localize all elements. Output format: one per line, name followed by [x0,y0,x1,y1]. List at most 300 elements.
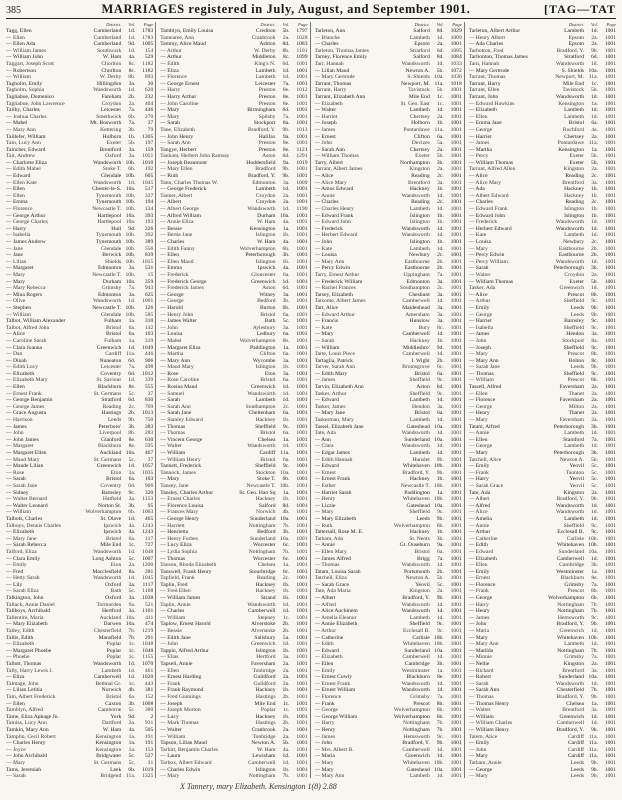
entry-page: 1001 [604,126,616,133]
entry-name: Tappin, Alfred Arthur [160,647,209,654]
entry-name: — George [160,298,184,305]
index-column-3 [315,22,465,778]
entry-district: Bradford, Y. [248,126,276,133]
index-entry [6,668,153,675]
entry-page: 1001 [604,575,616,582]
entry-name: — Margaret Phoebe [6,647,52,654]
entry-name: — Rose [6,469,25,476]
entry-name: — Edward [6,173,31,180]
index-entry [315,668,462,675]
entry-name: Tartaglia, Patrick [314,357,353,364]
index-entry [6,120,153,127]
entry-district: Reading [565,199,584,206]
entry-name: — Elizabeth [314,654,343,661]
entry-volume: 1d. [591,720,598,727]
entry-volume: 9b. [591,304,598,311]
entry-page: 1797 [296,28,308,34]
index-entry [315,68,462,75]
entry-district: Chesterfield [93,628,122,635]
entry-district: Kensington [95,746,122,753]
entry-district: Guildford [253,680,276,687]
entry-page: 1001 [296,542,308,549]
entry-district: Mile End [563,80,584,87]
index-entry [160,457,307,464]
entry-volume: 7a. [437,555,444,562]
entry-page: 1001 [604,515,616,522]
entry-page: 1001 [604,753,616,760]
entry-volume: 5b. [436,575,444,582]
entry-page: 1001 [296,641,308,648]
entry-volume: 8b. [128,74,136,81]
entry-district: Tavistock [562,87,584,94]
entry-page: 1001 [296,515,308,522]
entry-name: — Rose Caroline [160,377,200,384]
entry-name: — Charles Henry [6,740,46,747]
index-entry [315,457,462,464]
entry-volume: 2b. [128,410,136,417]
entry-district: Peterborough [553,450,584,456]
index-entry [6,582,153,589]
entry-volume: 7b. [591,601,598,608]
index-entry [315,635,462,642]
entry-district: Lambeth [101,667,122,674]
index-entry [315,476,462,483]
entry-page: 1001 [296,746,308,753]
entry-name: — John [160,324,178,331]
entry-district: Chorlton [101,67,122,74]
entry-page: 1001 [296,555,308,562]
entry-name: — Edward [314,397,339,404]
entry-name: — Ernest Cowly [314,674,353,681]
entry-page: 1001 [296,575,308,582]
entry-name: — Henrietta [160,529,189,536]
entry-volume: 1d. [591,107,598,114]
entry-name: — Frank [160,680,181,687]
entry-district: Poplar [106,654,122,661]
entry-name: Tamearee, Ann [160,34,195,41]
entry-district: Stratford [101,397,122,404]
entry-page: 1001 [604,641,616,648]
index-entry [469,312,616,319]
entry-district: Reading [102,403,122,410]
index-entry [469,114,616,121]
entry-district: Hackney [409,529,430,536]
entry-district: Greenwich [250,641,276,648]
entry-district: Wandsworth [401,430,430,437]
entry-district: Lambeth [409,397,430,404]
index-entry [469,351,616,358]
index-entry [6,206,153,213]
entry-district: Hartlepool [97,219,122,226]
index-entry [315,615,462,622]
entry-volume: 1d. [436,562,444,569]
entry-district: Tonbridge [252,733,276,740]
index-entry [160,292,307,299]
entry-volume: 4a. [128,529,136,536]
entry-district: Sunderland [250,515,276,522]
entry-district: Lambeth [409,34,430,41]
entry-name: — Ernest Frank [314,680,351,687]
entry-volume: 3b. [591,562,598,569]
entry-volume: 1d. [591,93,598,100]
index-entry [469,272,616,279]
entry-district: Poplar [260,707,276,714]
page-header-label: Page [298,22,308,27]
entry-volume: 1b. [436,120,444,127]
entry-name: — George [314,707,338,714]
index-entry [315,134,462,141]
index-entry [469,107,616,114]
entry-name: — George Henry [160,515,199,522]
entry-volume: 8b. [282,47,290,54]
index-entry [315,714,462,721]
entry-district: W. Derby [253,47,276,54]
entry-name: Tatam, Louisa Sarah [314,568,361,575]
entry-district: Hunslet [412,456,430,463]
entry-page: 1001 [604,239,616,245]
entry-volume: 3a. [128,469,136,476]
entry-name: Tagholm, Sophia [6,87,45,94]
entry-page: 1001 [296,133,308,140]
entry-page: 1001 [450,166,462,173]
entry-volume: 4a. [282,239,290,245]
entry-district: Strand [260,595,276,602]
entry-name: — Mary Elizabeth [6,621,48,628]
entry-name: — Frank [468,469,489,476]
entry-name: — Elizabeth [468,555,497,562]
entry-name: — William [468,713,494,720]
entry-district: Kettering [100,126,122,133]
entry-district: Camberwell [93,674,122,681]
entry-page: 319 [144,337,154,344]
entry-name: — Margaret [6,265,34,272]
index-entry [315,180,462,187]
entry-district: Cambridge [404,661,430,667]
entry-name: — Mary Ann [160,357,191,364]
index-entry [6,760,153,767]
entry-volume: 9b. [282,166,290,173]
entry-name: Tagliabue, Domenico [6,93,55,100]
entry-district: Lambeth [255,186,276,193]
entry-volume: 6a. [282,271,290,278]
entry-page: 1001 [450,285,462,292]
entry-name: — Mary Ann [6,126,36,133]
index-entry [160,358,307,365]
entry-volume: 10b. [125,304,136,311]
entry-district: Ecclesall B. [403,628,430,635]
entry-volume: 8d. [282,502,290,509]
entry-volume: 11a. [588,74,598,81]
entry-district: Eton [264,370,276,377]
entry-name: — Mary [314,331,334,338]
entry-page: 1001 [296,417,308,424]
entry-district: Hastings [255,693,276,700]
entry-name: — Henry [468,608,490,615]
index-entry [469,232,616,239]
index-entry [6,186,153,193]
entry-name: Tally, Harry Lewis J. [6,667,53,674]
index-entry [160,410,307,417]
index-entry [160,720,307,727]
entry-name: — Charles [468,199,493,206]
entry-district: Leeds [570,766,584,773]
entry-name: Tarrant, Albert James [314,166,363,173]
entry-district: Gt. Ouseburn [399,542,430,549]
entry-volume: 10b. [588,542,598,549]
entry-district: Clifton [413,133,430,140]
entry-district: Tynemouth [95,192,122,199]
entry-district: St. Germans [93,390,122,397]
entry-volume: 10a. [434,647,444,654]
entry-district: Taunton [565,469,584,476]
entry-volume: 9b. [591,693,598,700]
entry-district: Wandsworth [401,443,430,450]
entry-name: Tangye, Herbert [160,146,197,153]
entry-page: 1001 [604,133,616,140]
entry-district: Lambeth [564,107,584,114]
entry-volume: 8e. [282,140,290,147]
entry-district: Reading [565,173,584,180]
entry-volume: 1d. [591,225,598,232]
entry-page: 1001 [296,687,308,694]
entry-district: S. Shields [561,67,584,74]
entry-district: Chertsey [564,133,584,140]
entry-district: Kingston [409,166,430,173]
entry-volume: 7b. [591,608,598,615]
entry-page: 1001 [450,423,462,430]
entry-name: — Charles Henry [314,206,354,213]
index-entry [160,364,307,371]
entry-page: 1001 [450,746,462,753]
entry-district: Cambridge [559,562,584,569]
entry-volume: 1d. [436,107,444,114]
entry-name: — William [6,509,31,516]
entry-district: Epsom [568,41,584,48]
entry-district: Exeter [106,140,122,147]
entry-name: — Mary Rebecca [6,285,46,292]
entry-name: — Florence [6,206,33,213]
entry-district: St. Neots [409,535,430,542]
entry-page: 1001 [604,469,616,476]
entry-page: 1001 [450,680,462,687]
index-entry [6,556,153,563]
entry-name: — Edgar James [314,450,350,456]
entry-district: Wandsworth [401,60,430,67]
entry-page: 1001 [450,384,462,391]
entry-page: 1001 [604,463,616,470]
entry-page: 1001 [296,304,308,311]
entry-page: 1001 [296,535,308,542]
index-entry [160,734,307,741]
entry-name: — Alfred [314,601,336,608]
entry-volume: 2c. [282,575,290,582]
index-entry [6,575,153,582]
entry-district: St. Geo. East [400,100,430,107]
entry-district: Sheffield [409,377,430,384]
entry-volume: 1b. [282,713,290,720]
entry-name: — William [6,74,31,81]
entry-page: 1001 [604,733,616,740]
entry-page: 1001 [604,667,616,674]
entry-name: — Joseph Morton [160,707,201,714]
entry-district: Bristol [106,476,122,483]
index-entry [160,41,307,48]
entry-page: 1001 [604,568,616,575]
entry-district: Bradford, Y. [556,621,584,628]
index-entry [6,608,153,615]
index-entry [160,503,307,510]
entry-district: Bromsgrove [402,364,430,371]
entry-page: 1001 [604,199,616,206]
entry-name: Tarry, Ernest Arthur [314,271,360,278]
entry-district: King's N. [254,60,276,67]
entry-volume: 2c. [591,199,598,206]
index-entry [315,265,462,272]
entry-volume: 11a. [588,140,598,147]
index-entry [6,641,153,648]
index-entry [469,199,616,206]
entry-page: 1001 [296,720,308,727]
entry-page: 1001 [604,614,616,621]
entry-district: Thanet [568,390,584,397]
entry-page: 1001 [604,647,616,654]
entry-name: — Frances Mary [160,509,199,516]
entry-district: Camberwell [402,746,430,753]
entry-page: 1001 [604,212,616,219]
entry-page: 1001 [604,67,616,74]
entry-page: 1001 [296,482,308,489]
entry-district: Hackney [564,192,584,199]
entry-volume: 1b. [436,239,444,245]
entry-name: — Ada [468,186,485,193]
entry-volume: 10a. [125,219,136,226]
entry-district: Portsmouth [403,568,430,575]
index-entry [6,740,153,747]
entry-volume: 7a. [282,113,290,120]
entry-name: — Edward [314,463,339,470]
index-entry [6,252,153,259]
entry-page: 1001 [450,153,462,160]
entry-district: Kensington [558,146,584,153]
vol-header: Vol. [128,22,136,27]
index-entry [160,134,307,141]
entry-name: Tarrant, John [468,93,499,100]
entry-name: — Edith Mary [314,370,348,377]
entry-name: — Ellen [160,252,180,259]
entry-volume: 1a. [437,667,444,674]
index-entry [160,285,307,292]
entry-volume: 8b. [436,700,444,707]
entry-name: Tallboys, Archibald [6,608,51,615]
entry-name: — Harry Arthur [160,93,197,100]
entry-district: Newbury [563,239,584,245]
entry-district: Kensington [95,733,122,740]
entry-volume: 3b. [282,529,290,536]
entry-volume: 1a. [282,489,290,496]
entry-district: Chertsey [409,146,430,153]
entry-name: Talmage, John [6,680,39,687]
entry-volume: 2a. [437,41,444,48]
index-entry [315,186,462,193]
entry-name: — Henry [314,496,336,503]
entry-name: — Fred [6,568,24,575]
entry-district: Mansfield [98,634,122,641]
entry-page: 1001 [450,311,462,318]
index-entry [315,213,462,220]
entry-district: Hertford [256,654,276,661]
entry-name: Talbots, Charles [6,515,43,522]
index-entry [160,635,307,642]
entry-name: — Mary [314,766,334,773]
entry-district: Lewisham [252,753,276,760]
index-entry [6,615,153,622]
entry-volume: 6d. [436,384,444,391]
entry-district: Chelsea [566,700,584,707]
entry-volume: 1d. [436,192,444,199]
entry-volume: 1b. [591,192,598,199]
index-entry [315,608,462,615]
entry-district: Wandsworth [401,687,430,694]
entry-district: Greenwich [96,344,122,351]
entry-volume: 1a. [128,733,136,740]
index-entry [315,654,462,661]
index-entry [315,734,462,741]
entry-name: — Edith [314,641,334,648]
entry-name: — Mary [468,773,488,778]
index-entry [160,450,307,457]
entry-page: 1001 [296,614,308,621]
entry-district: Newport, M. [401,80,430,87]
entry-district: Lambeth [409,417,430,424]
entry-district: Sheffield [255,423,276,430]
entry-volume: 1d. [436,60,444,67]
entry-page: 1001 [604,740,616,747]
index-entry [315,259,462,266]
entry-district: Shields [104,258,122,265]
entry-volume: 1d. [436,773,444,778]
entry-volume: 2a. [128,720,136,727]
index-entry [315,562,462,569]
entry-district: St. Geo. Han Sq [239,489,276,496]
entry-volume: 2a. [282,661,290,667]
entry-district: St. Olave [100,515,122,522]
entry-volume: 7b. [128,628,136,635]
entry-district: Camberwell [402,298,430,305]
entry-district: Barnsley [564,318,584,325]
entry-volume: 1d. [128,667,136,674]
entry-district: Oxford [105,595,122,602]
entry-page: 1001 [450,720,462,727]
entry-volume: 1d. [591,502,598,509]
index-entry [160,246,307,253]
entry-page: 1001 [296,271,308,278]
index-entry [469,503,616,510]
entry-district: Greenwich [559,628,584,635]
entry-district: Carlisle [412,634,430,641]
index-entry [315,410,462,417]
entry-volume: 3b. [436,535,444,542]
entry-district: Sheffield [563,522,584,529]
index-entry [160,35,307,42]
entry-name: — Mary [468,450,488,456]
entry-name: — Harry [468,601,489,608]
entry-name: — Charles [160,239,185,245]
entry-district: Bradford, Y. [402,595,430,602]
entry-name: — Harry [6,225,27,232]
entry-district: Camberwell [556,555,584,562]
entry-name: — Edith [468,542,488,549]
entry-name: Tanham, Herbert John Ramsay [160,153,230,160]
